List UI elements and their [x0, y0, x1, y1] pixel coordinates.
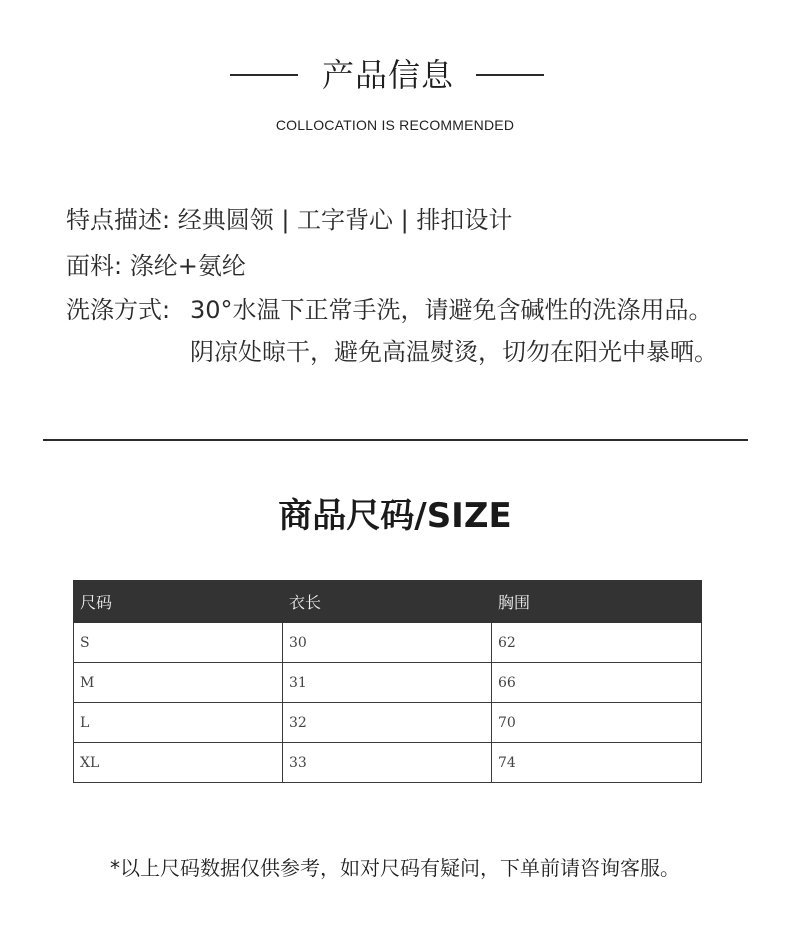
size-section-title: 商品尺码/SIZE	[278, 496, 512, 536]
cell-chest: 66	[492, 663, 702, 703]
wash-label: 洗涤方式:	[66, 296, 171, 324]
cell-chest: 74	[492, 743, 702, 783]
cell-size: L	[74, 703, 283, 743]
product-info-title: 产品信息	[321, 56, 454, 94]
title-rule-right	[476, 74, 544, 76]
cell-size: M	[74, 663, 283, 703]
product-info-subtitle: COLLOCATION IS RECOMMENDED	[275, 117, 515, 133]
header-chest: 胸围	[492, 581, 702, 623]
cell-length: 32	[283, 703, 492, 743]
header-size: 尺码	[74, 581, 283, 623]
table-row	[74, 743, 702, 783]
cell-length: 33	[283, 743, 492, 783]
features-line: 特点描述: 经典圆领 | 工字背心 | 排扣设计	[66, 206, 513, 234]
wash-instruction-2: 阴凉处晾干，避免高温熨烫，切勿在阳光中暴晒。	[190, 338, 718, 366]
cell-length: 31	[283, 663, 492, 703]
cell-size: S	[74, 623, 283, 663]
cell-chest: 70	[492, 703, 702, 743]
wash-instruction-1: 30°水温下正常手洗，请避免含碱性的洗涤用品。	[190, 296, 713, 324]
section-divider	[43, 439, 748, 441]
size-footnote: *以上尺码数据仅供参考，如对尺码有疑问，下单前请咨询客服。	[110, 856, 680, 880]
table-row	[74, 663, 702, 703]
table-header-row	[74, 581, 702, 623]
cell-size: XL	[74, 743, 283, 783]
cell-chest: 62	[492, 623, 702, 663]
header-length: 衣长	[283, 581, 492, 623]
title-rule-left	[230, 74, 298, 76]
table-row	[74, 623, 702, 663]
table-row	[74, 703, 702, 743]
size-table	[73, 580, 702, 783]
fabric-line: 面料: 涤纶+氨纶	[66, 252, 246, 280]
cell-length: 30	[283, 623, 492, 663]
